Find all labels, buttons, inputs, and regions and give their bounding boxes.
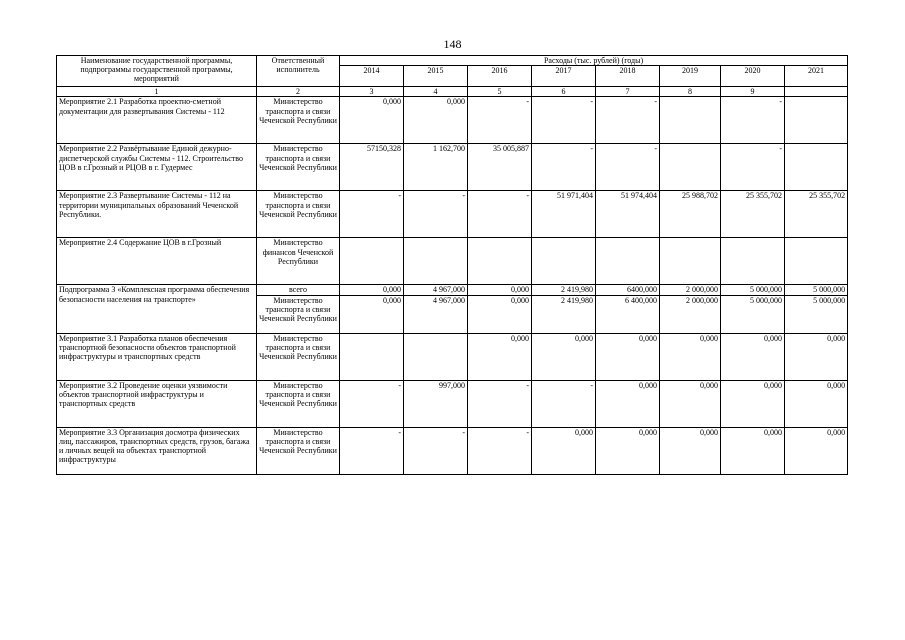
subprogram-total-value: 0,000 — [468, 285, 532, 295]
header-year: 2020 — [721, 66, 785, 87]
row-value: 0,000 — [721, 427, 785, 474]
row-name: Мероприятие 2.1 Разработка проектно-сметной документации для развертывания Системы - 112 — [57, 97, 257, 144]
subprogram-executor: Министерство транспорта и связи Чеченской Республики — [257, 295, 340, 333]
column-number: 1 — [57, 87, 257, 97]
column-number — [785, 87, 848, 97]
row-value: - — [340, 427, 404, 474]
column-number: 3 — [340, 87, 404, 97]
subprogram-total-label: всего — [257, 285, 340, 295]
row-value — [468, 238, 532, 285]
subprogram-executor-value: 5 000,000 — [785, 295, 848, 333]
row-value: 0,000 — [596, 333, 660, 380]
row-executor: Министерство транспорта и связи Чеченской Республики — [257, 427, 340, 474]
row-value: 0,000 — [404, 97, 468, 144]
row-value — [340, 333, 404, 380]
row-value: 0,000 — [785, 333, 848, 380]
subprogram-executor-value: 0,000 — [468, 295, 532, 333]
row-name: Мероприятие 3.1 Разработка планов обеспечения транспортной безопасности объектов транспортной инфраструктуры и транспортных средств — [57, 333, 257, 380]
table-row — [57, 191, 848, 238]
row-name: Мероприятие 2.2 Развёртывание Единой дежурно-диспетчерской службы Системы - 112. Строительство ЦОВ в г.Грозный и РЦОВ в г. Гудермес — [57, 144, 257, 191]
table-row — [57, 427, 848, 474]
table-row — [57, 238, 848, 285]
row-value: 25 355,702 — [785, 191, 848, 238]
row-name: Мероприятие 3.2 Проведение оценки уязвимости объектов транспортной инфраструктуры и транспортных средств — [57, 380, 257, 427]
row-value: - — [596, 144, 660, 191]
row-value: - — [468, 97, 532, 144]
subprogram-executor-value: 4 967,000 — [404, 295, 468, 333]
row-value: 0,000 — [660, 380, 721, 427]
row-value: - — [340, 380, 404, 427]
header-expenses: Расходы (тыс. рублей) (годы) — [340, 56, 848, 66]
row-value: - — [532, 144, 596, 191]
row-value: - — [596, 97, 660, 144]
row-value — [596, 238, 660, 285]
subprogram-total-value: 6400,000 — [596, 285, 660, 295]
row-executor: Министерство транспорта и связи Чеченской Республики — [257, 333, 340, 380]
subprogram-total-value: 4 967,000 — [404, 285, 468, 295]
row-value: 51 974,404 — [596, 191, 660, 238]
row-name: Мероприятие 2.3 Развертывание Системы - 112 на территории муниципальных образований Чеченской Республики. — [57, 191, 257, 238]
subprogram-name: Подпрограмма 3 «Комплексная программа обеспечения безопасности населения на транспорте» — [57, 285, 257, 333]
row-value: - — [468, 191, 532, 238]
subprogram-executor-value: 5 000,000 — [721, 295, 785, 333]
column-number: 8 — [660, 87, 721, 97]
row-value: - — [404, 427, 468, 474]
column-number: 6 — [532, 87, 596, 97]
row-value: 0,000 — [660, 427, 721, 474]
subprogram-total-value: 2 000,000 — [660, 285, 721, 295]
row-value — [721, 238, 785, 285]
row-executor: Министерство транспорта и связи Чеченской Республики — [257, 144, 340, 191]
table-row — [57, 144, 848, 191]
subprogram-total-value: 5 000,000 — [785, 285, 848, 295]
row-value: 0,000 — [596, 427, 660, 474]
row-value: - — [340, 191, 404, 238]
row-executor: Министерство транспорта и связи Чеченской Республики — [257, 380, 340, 427]
table-row — [57, 97, 848, 144]
header-year: 2021 — [785, 66, 848, 87]
header-year: 2018 — [596, 66, 660, 87]
page-number: 148 — [443, 37, 462, 51]
header-name: Наименование государственной программы, подпрограммы государственной программы, мероприятий — [57, 56, 257, 87]
row-executor: Министерство транспорта и связи Чеченской Республики — [257, 97, 340, 144]
row-value — [404, 333, 468, 380]
subprogram-total-row — [57, 285, 848, 295]
subprogram-executor-value: 6 400,000 — [596, 295, 660, 333]
subprogram-executor-value: 2 419,980 — [532, 295, 596, 333]
column-number-row — [57, 87, 848, 97]
row-value: - — [721, 97, 785, 144]
header-year: 2016 — [468, 66, 532, 87]
row-value — [404, 238, 468, 285]
row-value — [660, 97, 721, 144]
subprogram-total-value: 0,000 — [340, 285, 404, 295]
row-value — [785, 144, 848, 191]
row-value: 35 005,887 — [468, 144, 532, 191]
row-value: 997,000 — [404, 380, 468, 427]
column-number: 7 — [596, 87, 660, 97]
table-row — [57, 333, 848, 380]
row-value: 0,000 — [785, 427, 848, 474]
row-value — [785, 238, 848, 285]
row-value: 57150,328 — [340, 144, 404, 191]
header-year: 2014 — [340, 66, 404, 87]
header-year: 2019 — [660, 66, 721, 87]
row-value — [660, 238, 721, 285]
row-name: Мероприятие 3.3 Организация досмотра физических лиц, пассажиров, транспортных средств, грузов, багажа и личных вещей на объектах транспортной инфраструктуры — [57, 427, 257, 474]
row-value: 0,000 — [532, 427, 596, 474]
row-name: Мероприятие 2.4 Содержание ЦОВ в г.Грозный — [57, 238, 257, 285]
column-number: 2 — [257, 87, 340, 97]
row-value — [340, 238, 404, 285]
row-value: - — [468, 427, 532, 474]
column-number: 4 — [404, 87, 468, 97]
header-executor: Ответственный исполнитель — [257, 56, 340, 87]
row-value — [660, 144, 721, 191]
row-value: - — [532, 97, 596, 144]
column-number: 9 — [721, 87, 785, 97]
row-executor: Министерство финансов Чеченской Республики — [257, 238, 340, 285]
header-year: 2017 — [532, 66, 596, 87]
row-value — [785, 97, 848, 144]
row-value: - — [468, 380, 532, 427]
row-value: 25 988,702 — [660, 191, 721, 238]
row-value: 1 162,700 — [404, 144, 468, 191]
row-value: 0,000 — [532, 333, 596, 380]
row-value: 0,000 — [785, 380, 848, 427]
row-value: 0,000 — [340, 97, 404, 144]
row-value: 25 355,702 — [721, 191, 785, 238]
table-row — [57, 380, 848, 427]
subprogram-total-value: 5 000,000 — [721, 285, 785, 295]
header-year: 2015 — [404, 66, 468, 87]
row-value: 0,000 — [468, 333, 532, 380]
row-executor: Министерство транспорта и связи Чеченской Республики — [257, 191, 340, 238]
row-value: - — [404, 191, 468, 238]
row-value: 0,000 — [660, 333, 721, 380]
row-value: - — [721, 144, 785, 191]
subprogram-total-value: 2 419,980 — [532, 285, 596, 295]
row-value: 0,000 — [721, 380, 785, 427]
row-value — [532, 238, 596, 285]
row-value: 51 971,404 — [532, 191, 596, 238]
subprogram-executor-value: 2 000,000 — [660, 295, 721, 333]
column-number: 5 — [468, 87, 532, 97]
expenses-table — [56, 55, 848, 475]
row-value: 0,000 — [596, 380, 660, 427]
row-value: 0,000 — [721, 333, 785, 380]
subprogram-executor-value: 0,000 — [340, 295, 404, 333]
row-value: - — [532, 380, 596, 427]
